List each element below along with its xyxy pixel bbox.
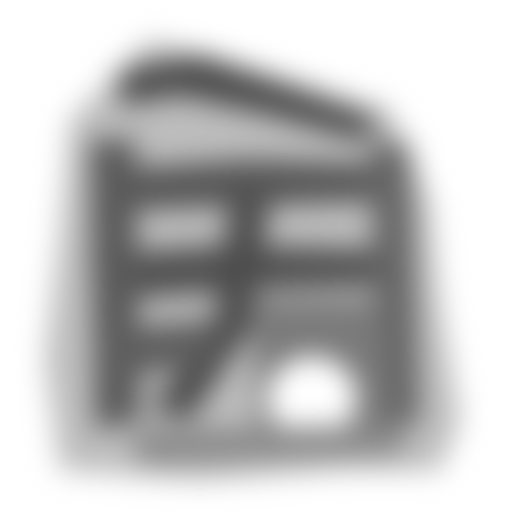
glyph-left-stroke	[90, 140, 140, 430]
glyph-shape	[45, 40, 460, 480]
